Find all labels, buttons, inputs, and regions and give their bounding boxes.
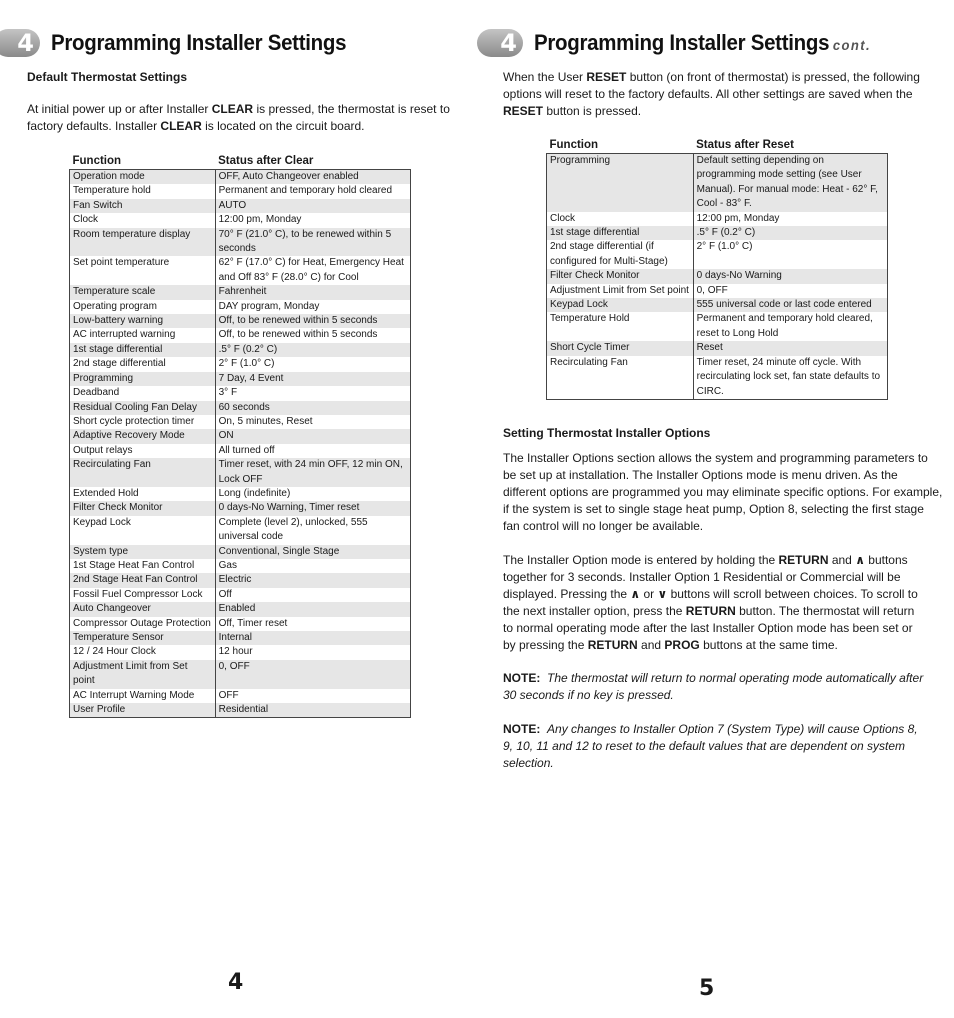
- table-row: [547, 356, 888, 400]
- status-cell: Internal: [215, 631, 410, 645]
- function-cell: Keypad Lock: [70, 516, 216, 545]
- status-cell: 12:00 pm, Monday: [693, 212, 887, 226]
- status-cell: DAY program, Monday: [215, 300, 410, 314]
- table-row: [70, 559, 411, 573]
- function-cell: Operation mode: [70, 170, 216, 185]
- function-cell: Recirculating Fan: [70, 458, 216, 487]
- function-cell: 2nd stage differential (if configured for Multi-Stage): [547, 240, 694, 269]
- table-row: [70, 588, 411, 602]
- status-cell: 7 Day, 4 Event: [215, 372, 410, 386]
- installer-mode-paragraph: The Installer Option mode is entered by holding the RETURN and ∧ buttons together for 3 seconds. Installer Option 1 Residential or Commercial will be displayed. Pressing the ∧ or ∨ buttons will scroll between choices. To scroll to the next installer option, press the RETURN button. The thermostat will return to normal operating mode after the last Installer Option mode has been set or by pressing the RETURN and PROG buttons at the same time.: [503, 553, 918, 652]
- function-cell: Fan Switch: [70, 199, 216, 213]
- table-row: [70, 213, 411, 227]
- page-number: 4: [228, 970, 244, 995]
- table-row: [70, 516, 411, 545]
- column-header-function: Function: [549, 139, 599, 151]
- table-row: [70, 458, 411, 487]
- status-cell: 12:00 pm, Monday: [215, 213, 410, 227]
- table-row: [547, 312, 888, 341]
- function-cell: Adaptive Recovery Mode: [70, 429, 216, 443]
- reset-keyword: RESET: [586, 70, 627, 84]
- status-cell: 12 hour: [215, 645, 410, 659]
- table-row: [70, 285, 411, 299]
- status-cell: 2° F (1.0° C): [215, 357, 410, 371]
- table-row: [70, 573, 411, 587]
- clear-keyword: CLEAR: [160, 119, 202, 133]
- table-row: [70, 401, 411, 415]
- function-cell: Auto Changeover: [70, 602, 216, 616]
- table-row: [70, 487, 411, 501]
- function-cell: Short Cycle Timer: [547, 341, 694, 355]
- function-cell: System type: [70, 545, 216, 559]
- status-cell: Timer reset, 24 minute off cycle. With recirculating lock set, fan state defaults to CIRC.: [693, 356, 887, 400]
- return-keyword: RETURN: [587, 638, 638, 652]
- table-row: [547, 212, 888, 226]
- table-row: [547, 240, 888, 269]
- down-arrow-icon: ∨: [657, 587, 668, 601]
- table-row: [547, 298, 888, 312]
- column-header-status: Status after Clear: [218, 155, 314, 167]
- status-cell: OFF: [215, 689, 410, 703]
- function-cell: Recirculating Fan: [547, 356, 694, 400]
- table-row: [547, 269, 888, 283]
- reset-settings-table: [546, 138, 888, 400]
- function-cell: Adjustment Limit from Set point: [70, 660, 216, 689]
- note-label: NOTE:: [503, 722, 541, 736]
- function-cell: 12 / 24 Hour Clock: [70, 645, 216, 659]
- default-settings-table: [69, 154, 411, 718]
- table-row: [70, 444, 411, 458]
- table-row: [70, 314, 411, 328]
- table-row: [70, 429, 411, 443]
- status-cell: Long (indefinite): [215, 487, 410, 501]
- function-cell: Fossil Fuel Compressor Lock: [70, 588, 216, 602]
- page-title: Programming Installer Settings cont.: [534, 30, 871, 55]
- table-row: [70, 170, 411, 185]
- function-cell: Adjustment Limit from Set point: [547, 284, 694, 298]
- function-cell: Compressor Outage Protection: [70, 617, 216, 631]
- table-row: [70, 660, 411, 689]
- function-cell: Short cycle protection timer: [70, 415, 216, 429]
- status-cell: Timer reset, with 24 min OFF, 12 min ON, Lock OFF: [215, 458, 410, 487]
- table-row: [547, 154, 888, 212]
- reset-keyword: RESET: [503, 104, 544, 118]
- left-page-header: [0, 26, 368, 60]
- table-row: [70, 256, 411, 285]
- status-cell: Permanent and temporary hold cleared: [215, 184, 410, 198]
- function-cell: AC interrupted warning: [70, 328, 216, 342]
- function-cell: 2nd stage differential: [70, 357, 216, 371]
- table-row: [70, 328, 411, 342]
- table-row: [70, 300, 411, 314]
- function-cell: Clock: [547, 212, 694, 226]
- status-cell: 0 days-No Warning: [693, 269, 887, 283]
- status-cell: .5° F (0.2° C): [693, 226, 887, 240]
- status-cell: 60 seconds: [215, 401, 410, 415]
- status-cell: Residential: [215, 703, 410, 718]
- function-cell: 1st stage differential: [547, 226, 694, 240]
- function-cell: Temperature scale: [70, 285, 216, 299]
- function-cell: Output relays: [70, 444, 216, 458]
- status-cell: 0, OFF: [693, 284, 887, 298]
- function-cell: Temperature Sensor: [70, 631, 216, 645]
- table-row: [70, 184, 411, 198]
- table-row: [70, 415, 411, 429]
- status-cell: ON: [215, 429, 410, 443]
- status-cell: Off, to be renewed within 5 seconds: [215, 314, 410, 328]
- table-row: [70, 199, 411, 213]
- table-row: [70, 645, 411, 659]
- table-row: [70, 703, 411, 718]
- status-cell: Off, to be renewed within 5 seconds: [215, 328, 410, 342]
- right-page: [477, 0, 954, 1018]
- status-cell: 3° F: [215, 386, 410, 400]
- status-cell: On, 5 minutes, Reset: [215, 415, 410, 429]
- status-cell: Off: [215, 588, 410, 602]
- status-cell: Off, Timer reset: [215, 617, 410, 631]
- function-cell: User Profile: [70, 703, 216, 718]
- status-cell: 555 universal code or last code entered: [693, 298, 887, 312]
- table-row: [70, 357, 411, 371]
- function-cell: Residual Cooling Fan Delay: [70, 401, 216, 415]
- status-cell: Reset: [693, 341, 887, 355]
- table-row: [70, 545, 411, 559]
- table-row: [547, 341, 888, 355]
- up-arrow-icon: ∧: [855, 553, 865, 567]
- note-text: The thermostat will return to normal operating mode automatically after 30 seconds if no key is pressed.: [503, 671, 924, 702]
- function-cell: Filter Check Monitor: [70, 501, 216, 515]
- note-label: NOTE:: [503, 671, 541, 685]
- column-header-function: Function: [72, 155, 122, 167]
- note-auto-return: [503, 670, 928, 704]
- table-row: [70, 501, 411, 515]
- function-cell: Filter Check Monitor: [547, 269, 694, 283]
- section-badge: 4: [0, 29, 40, 57]
- status-cell: Fahrenheit: [215, 285, 410, 299]
- function-cell: Operating program: [70, 300, 216, 314]
- function-cell: Extended Hold: [70, 487, 216, 501]
- status-cell: AUTO: [215, 199, 410, 213]
- function-cell: Room temperature display: [70, 228, 216, 257]
- table-header-row: [70, 154, 411, 170]
- status-cell: 0, OFF: [215, 660, 410, 689]
- table-row: [70, 343, 411, 357]
- function-cell: Set point temperature: [70, 256, 216, 285]
- right-page-header: [477, 26, 896, 60]
- table-row: [70, 617, 411, 631]
- column-header-status: Status after Reset: [696, 139, 794, 151]
- section-badge: 4: [477, 29, 523, 57]
- function-cell: 1st stage differential: [70, 343, 216, 357]
- table-row: [70, 631, 411, 645]
- installer-options-paragraph: The Installer Options section allows the system and programming parameters to be set up at installation. The Installer Options mode is menu driven. As the different options are programmed you may eliminate specific options. For example, if the system is set to single stage heat pump, Option 8, selecting the first stage fan control will no longer be available.: [503, 451, 943, 533]
- status-cell: Default setting depending on programming mode setting (see User Manual). For manual mode: Heat - 62° F, Cool - 83° F.: [693, 154, 887, 212]
- status-cell: 2° F (1.0° C): [693, 240, 887, 269]
- table-row: [547, 284, 888, 298]
- table-header-row: [547, 138, 888, 154]
- status-cell: All turned off: [215, 444, 410, 458]
- function-cell: Programming: [70, 372, 216, 386]
- page-title: Programming Installer Settings: [51, 30, 347, 55]
- table-row: [70, 602, 411, 616]
- left-intro-paragraph: At initial power up or after Installer CLEAR is pressed, the thermostat is reset to factory defaults. Installer CLEAR is located on the circuit board.: [27, 102, 450, 133]
- status-cell: .5° F (0.2° C): [215, 343, 410, 357]
- function-cell: Temperature hold: [70, 184, 216, 198]
- status-cell: Permanent and temporary hold cleared, reset to Long Hold: [693, 312, 887, 341]
- function-cell: Keypad Lock: [547, 298, 694, 312]
- return-keyword: RETURN: [685, 604, 736, 618]
- status-cell: Electric: [215, 573, 410, 587]
- status-cell: Conventional, Single Stage: [215, 545, 410, 559]
- status-cell: Gas: [215, 559, 410, 573]
- page-number: 5: [699, 976, 715, 1001]
- table-row: [70, 386, 411, 400]
- note-system-type: [503, 721, 928, 772]
- prog-keyword: PROG: [664, 638, 700, 652]
- status-cell: 70° F (21.0° C), to be renewed within 5 seconds: [215, 228, 410, 257]
- right-intro-paragraph: When the User RESET button (on front of thermostat) is pressed, the following options will reset to the factory defaults. All other settings are saved when the RESET button is pressed.: [503, 70, 920, 118]
- title-continued: cont.: [832, 37, 871, 53]
- function-cell: 2nd Stage Heat Fan Control: [70, 573, 216, 587]
- status-cell: 62° F (17.0° C) for Heat, Emergency Heat and Off 83° F (28.0° C) for Cool: [215, 256, 410, 285]
- up-arrow-icon: ∧: [630, 587, 641, 601]
- function-cell: AC Interrupt Warning Mode: [70, 689, 216, 703]
- function-cell: Clock: [70, 213, 216, 227]
- function-cell: Programming: [547, 154, 694, 212]
- return-keyword: RETURN: [778, 553, 829, 567]
- table-row: [70, 228, 411, 257]
- status-cell: Enabled: [215, 602, 410, 616]
- clear-keyword: CLEAR: [211, 102, 254, 116]
- status-cell: OFF, Auto Changeover enabled: [215, 170, 410, 185]
- table-row: [547, 226, 888, 240]
- status-cell: Complete (level 2), unlocked, 555 universal code: [215, 516, 410, 545]
- table-row: [70, 689, 411, 703]
- default-settings-subhead: Default Thermostat Settings: [27, 70, 188, 84]
- table-row: [70, 372, 411, 386]
- status-cell: 0 days-No Warning, Timer reset: [215, 501, 410, 515]
- function-cell: Low-battery warning: [70, 314, 216, 328]
- function-cell: 1st Stage Heat Fan Control: [70, 559, 216, 573]
- note-text: Any changes to Installer Option 7 (System Type) will cause Options 8, 9, 10, 11 and 12 to reset to the default values that are dependent on system selection.: [503, 722, 918, 770]
- function-cell: Deadband: [70, 386, 216, 400]
- installer-options-subhead: Setting Thermostat Installer Options: [503, 426, 711, 440]
- function-cell: Temperature Hold: [547, 312, 694, 341]
